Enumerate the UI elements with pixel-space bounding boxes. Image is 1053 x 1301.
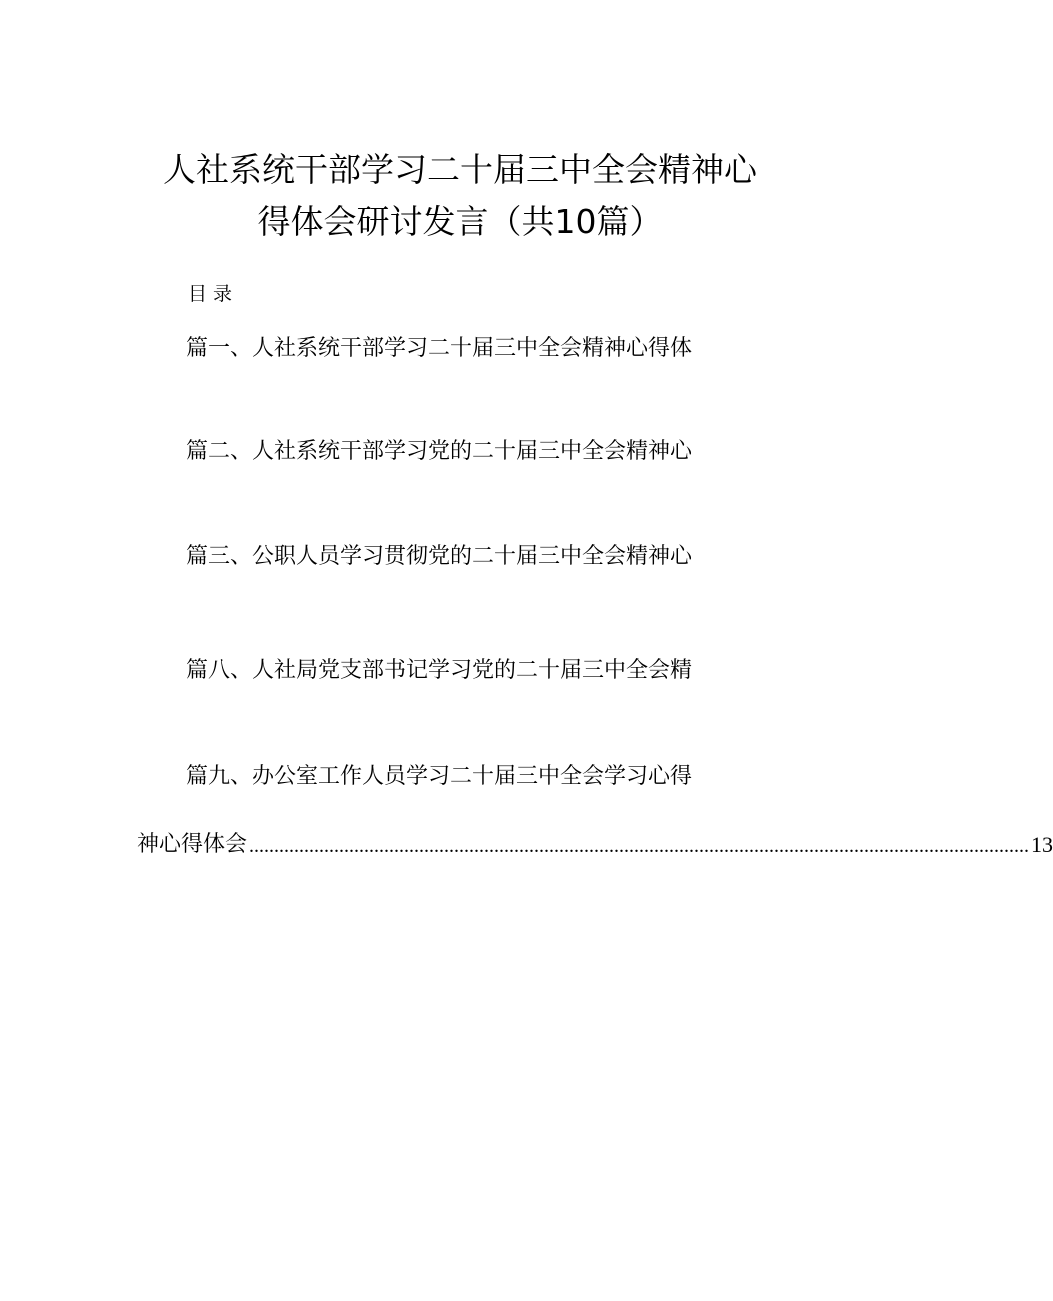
toc-entry[interactable]: 篇二、人社系统干部学习党的二十届三中全会精神心 [186,439,693,464]
toc-entry-continuation[interactable] [137,826,1053,860]
toc-heading: 目录 [188,283,239,305]
toc-entry[interactable]: 篇八、人社局党支部书记学习党的二十届三中全会精 [186,658,693,683]
toc-page-number: 13 [1031,832,1053,857]
document-title-line-1: 人社系统干部学习二十届三中全会精神心 [163,150,757,189]
toc-dot-leader: ............................................................................................................................................................ [249,835,1030,857]
document-title-line-2: 得体会研讨发言（共10篇） [257,202,663,241]
toc-entry[interactable]: 篇一、人社系统干部学习二十届三中全会精神心得体 [186,336,693,361]
toc-entry[interactable]: 篇三、公职人员学习贯彻党的二十届三中全会精神心 [186,544,693,569]
toc-continuation-text: 神心得体会 [137,832,248,857]
toc-entry[interactable]: 篇九、办公室工作人员学习二十届三中全会学习心得 [186,764,693,789]
